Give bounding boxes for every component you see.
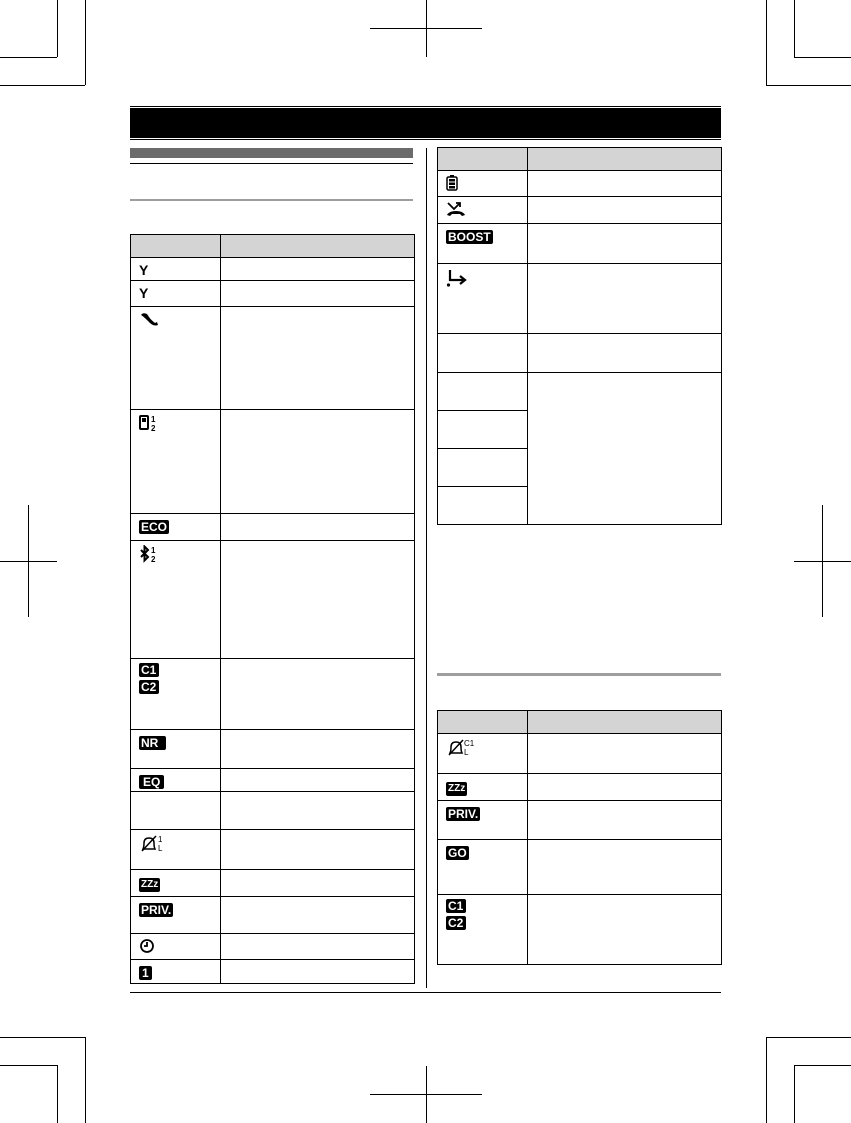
battery-icon [438,171,528,197]
table-row [438,774,722,801]
table-row [131,870,415,897]
svg-text:L: L [158,844,163,853]
section-rule [130,163,413,164]
description-cell [528,171,722,197]
description-cell [221,897,415,934]
svg-text:1: 1 [151,415,156,424]
description-cell [221,830,415,870]
description-cell [528,840,722,895]
description-cell [221,730,415,769]
table-header-cell [438,148,528,171]
description-cell [528,801,722,840]
empty-icon-cell [438,449,528,487]
empty-icon-cell [438,373,528,411]
description-cell [221,514,415,541]
missed-call-icon [438,197,528,224]
priv-badge-icon [438,801,528,840]
table-row [131,307,415,410]
subsection-rule [130,199,413,201]
zzz-badge-icon [131,870,221,897]
description-cell [221,870,415,897]
description-cell [221,792,415,830]
priv-badge-icon: PRIV. [141,903,172,917]
subsection-rule [437,673,721,676]
header-rule [130,106,721,107]
table-row [131,730,415,769]
header-rule [130,139,721,140]
description-cell [221,541,415,659]
crop-mark [426,1066,427,1123]
table-row [131,769,415,792]
description-cell [528,774,722,801]
crop-mark [794,1065,851,1066]
empty-icon-cell [438,411,528,449]
c2-badge-icon: C2 [139,680,159,694]
table-row [438,264,722,334]
crop-mark [426,0,427,57]
table-row [131,514,415,541]
svg-text:2: 2 [151,555,156,563]
crop-mark [85,0,86,85]
crop-mark [28,505,29,617]
c1-c2-badge-icon [131,659,221,730]
description-cell [528,224,722,264]
description-cell [528,264,722,334]
eco-badge-icon [131,514,221,541]
table-row [131,830,415,870]
table-row [131,934,415,960]
boost-badge-icon: BOOST [448,230,491,244]
table-row [131,792,415,830]
eco-badge-icon: ECO [141,520,168,534]
crop-mark [0,85,85,86]
description-cell [221,960,415,984]
table-row [131,258,415,281]
c1-c2-badge-icon [438,895,528,965]
table-row [438,171,722,197]
description-cell [221,934,415,960]
ringer-off-icon [131,830,221,870]
table-row [131,541,415,659]
table-row [438,840,722,895]
antenna-flashing-icon: Y [139,285,149,301]
crop-mark [0,1037,85,1038]
crop-mark [822,505,823,617]
bluetooth-icon [131,541,221,659]
table-header-cell [528,711,722,734]
table-row [131,960,415,984]
header-bar [130,108,721,138]
crop-mark [57,0,58,57]
crop-mark [794,57,851,58]
svg-text:C1: C1 [464,739,475,748]
table-row [131,897,415,934]
crop-mark [0,1065,57,1066]
c1-badge-icon: C1 [446,899,466,913]
table-row [131,281,415,307]
crop-mark [766,1037,851,1038]
crop-mark [766,0,767,85]
description-cell [528,334,722,373]
table-row [438,197,722,224]
handset-icons-table [437,710,722,965]
section-heading-bar [130,148,413,158]
crop-mark [0,57,57,58]
crop-mark [766,85,851,86]
table-header-row [438,711,722,734]
svg-text:1: 1 [151,546,156,555]
description-cell [528,734,722,774]
antenna-icon: Y [139,262,149,278]
display-icons-table-continued [437,147,722,525]
ringer-off-c1-icon [438,734,528,774]
crop-mark [85,1037,86,1123]
svg-text:1: 1 [158,835,163,844]
table-row [438,373,722,411]
column-divider [426,148,427,988]
description-cell [221,659,415,730]
crop-mark [766,1037,767,1123]
table-row [131,659,415,730]
antenna-flashing-icon [131,281,221,307]
table-header-cell [438,711,528,734]
go-badge-icon: GO [448,846,467,860]
description-cell [528,895,722,965]
clock-icon [131,934,221,960]
one-badge-icon: 1 [139,966,152,980]
empty-icon-cell [131,792,221,830]
c1-badge-icon: C1 [139,663,159,677]
priv-badge-icon: PRIV. [448,807,479,821]
table-header-cell [131,235,221,258]
table-row [438,224,722,264]
footer-rule [130,992,721,993]
description-cell [528,197,722,224]
table-row [438,734,722,774]
table-row [438,801,722,840]
description-cell [221,258,415,281]
empty-icon-cell [438,334,528,373]
description-cell [221,281,415,307]
table-row [438,334,722,373]
boost-badge-icon [438,224,528,264]
table-row [131,410,415,514]
forward-arrow-icon [438,264,528,334]
zzz-badge-icon [438,774,528,801]
table-header-cell [528,148,722,171]
crop-mark [794,1065,795,1123]
handset-line-icon [131,410,221,514]
handset-phone-icon [131,307,221,410]
antenna-icon [131,258,221,281]
description-cell [221,410,415,514]
svg-text:2: 2 [151,424,156,432]
display-icons-table [130,234,415,984]
table-row [438,895,722,965]
description-cell [221,307,415,410]
crop-mark [794,0,795,57]
crop-mark [57,1065,58,1123]
nr-badge-icon [131,730,221,769]
nr-badge-icon: NR [139,736,166,750]
go-badge-icon [438,840,528,895]
one-badge-icon [131,960,221,984]
table-header-row [438,148,722,171]
table-header-cell [221,235,415,258]
zzz-badge-icon: ZZz [448,783,466,794]
table-header-row [131,235,415,258]
svg-text:L: L [464,748,469,757]
eq-badge-icon: EQ [139,775,164,789]
description-cell [528,373,722,525]
priv-badge-icon [131,897,221,934]
eq-badge-icon [131,769,221,792]
c2-badge-icon: C2 [446,916,466,930]
empty-icon-cell [438,487,528,525]
zzz-badge-icon: ZZz [141,879,159,890]
description-cell [221,769,415,792]
